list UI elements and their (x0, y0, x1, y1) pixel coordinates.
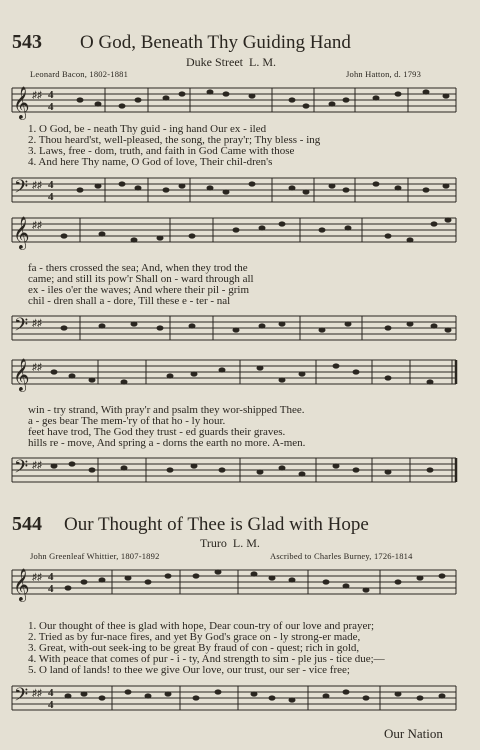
svg-text:𝄢: 𝄢 (14, 456, 29, 481)
lyric-line: win - try strand, With pray'r and psalm they wor-shipped Thee. (28, 404, 305, 416)
hymn-title: Our Thought of Thee is Glad with Hope (64, 514, 369, 535)
svg-text:♯♯: ♯♯ (32, 572, 42, 583)
meter-label: L. M. (248, 55, 276, 69)
svg-text:𝄞: 𝄞 (13, 360, 30, 391)
lyric-line: 5. O land of lands! to thee we give Our love, our trust, our ser - vice free; (28, 664, 350, 676)
hymn-title: O God, Beneath Thy Guiding Hand (80, 32, 351, 53)
svg-text:𝄢: 𝄢 (14, 314, 29, 339)
section-footer: Our Nation (384, 726, 443, 741)
lyric-line: 1. Our thought of thee is glad with hope, Dear coun-try of our love and prayer; (28, 620, 375, 632)
lyric-line: ex - iles o'er the waves; And where their pil - grim (28, 284, 249, 296)
lyric-line: chil - dren shall a - dore, Till these e - ter - nal (28, 295, 231, 307)
bass-staff (10, 176, 460, 210)
svg-text:4: 4 (48, 179, 54, 191)
composer-credit: Ascribed to Charles Burney, 1726-1814 (270, 551, 413, 561)
svg-text:4: 4 (48, 191, 54, 203)
lyric-line: 2. Thou heard'st, well-pleased, the song, the pray'r; Thy bless - ing (28, 134, 321, 146)
tune-name (186, 55, 276, 70)
svg-text:𝄢: 𝄢 (14, 176, 29, 201)
svg-text:4: 4 (48, 583, 54, 595)
svg-text:♯♯: ♯♯ (32, 460, 42, 471)
meter-label: L. M. (232, 536, 260, 550)
svg-text:4: 4 (48, 699, 54, 711)
svg-text:♯♯: ♯♯ (32, 220, 42, 231)
lyric-line: 4. With peace that comes of pur - i - ty, And strength to sim - ple jus - tice due;— (28, 653, 385, 665)
svg-text:♯♯: ♯♯ (32, 318, 42, 329)
lyric-line: hills re - move, And spring a - dorns the earth no more. A-men. (28, 437, 306, 449)
svg-text:♯♯: ♯♯ (32, 180, 42, 191)
svg-text:𝄞: 𝄞 (13, 218, 30, 249)
bass-staff (10, 456, 460, 490)
svg-text:4: 4 (48, 101, 54, 113)
lyric-line: 4. And here Thy name, O God of love, Their chil-dren's (28, 156, 273, 168)
lyric-line: 1. O God, be - neath Thy guid - ing hand Our ex - iled (28, 123, 267, 135)
lyric-line: 2. Tried as by fur-nace fires, and yet By God's grace on - ly strong-er made, (28, 631, 361, 643)
hymn-number: 544 (12, 513, 42, 535)
svg-text:4: 4 (48, 687, 54, 699)
bass-staff (10, 684, 460, 718)
hymn-number: 543 (12, 31, 42, 53)
svg-text:𝄞: 𝄞 (13, 570, 30, 601)
author-credit: John Greenleaf Whittier, 1807-1892 (30, 551, 160, 561)
svg-text:♯♯: ♯♯ (32, 362, 42, 373)
svg-text:4: 4 (48, 89, 54, 101)
treble-staff (10, 568, 460, 602)
lyric-line: 3. Great, with-out seek-ing to be great By fraud of con - quest; rich in gold, (28, 642, 360, 654)
treble-staff (10, 86, 460, 120)
svg-text:♯♯: ♯♯ (32, 688, 42, 699)
lyric-line: a - ges bear The mem-'ry of that ho - ly hour. (28, 415, 226, 427)
tune-label: Duke Street (186, 55, 243, 69)
tune-name (200, 536, 260, 551)
svg-text:𝄞: 𝄞 (13, 88, 30, 119)
composer-credit: John Hatton, d. 1793 (346, 69, 422, 79)
svg-text:♯♯: ♯♯ (32, 90, 42, 101)
lyric-line: fa - thers crossed the sea; And, when they trod the (28, 262, 248, 274)
svg-text:4: 4 (48, 571, 54, 583)
tune-label: Truro (200, 536, 227, 550)
bass-staff (10, 314, 460, 348)
lyric-line: 3. Laws, free - dom, truth, and faith in God Came with those (28, 145, 295, 157)
author-credit: Leonard Bacon, 1802-1881 (30, 69, 129, 79)
treble-staff (10, 358, 460, 392)
lyric-line: feet have trod, The God they trust - ed guards their graves. (28, 426, 286, 438)
lyric-line: came; and still its pow'r Shall on - ward through all (28, 273, 254, 285)
svg-text:𝄢: 𝄢 (14, 684, 29, 709)
treble-staff (10, 216, 460, 250)
